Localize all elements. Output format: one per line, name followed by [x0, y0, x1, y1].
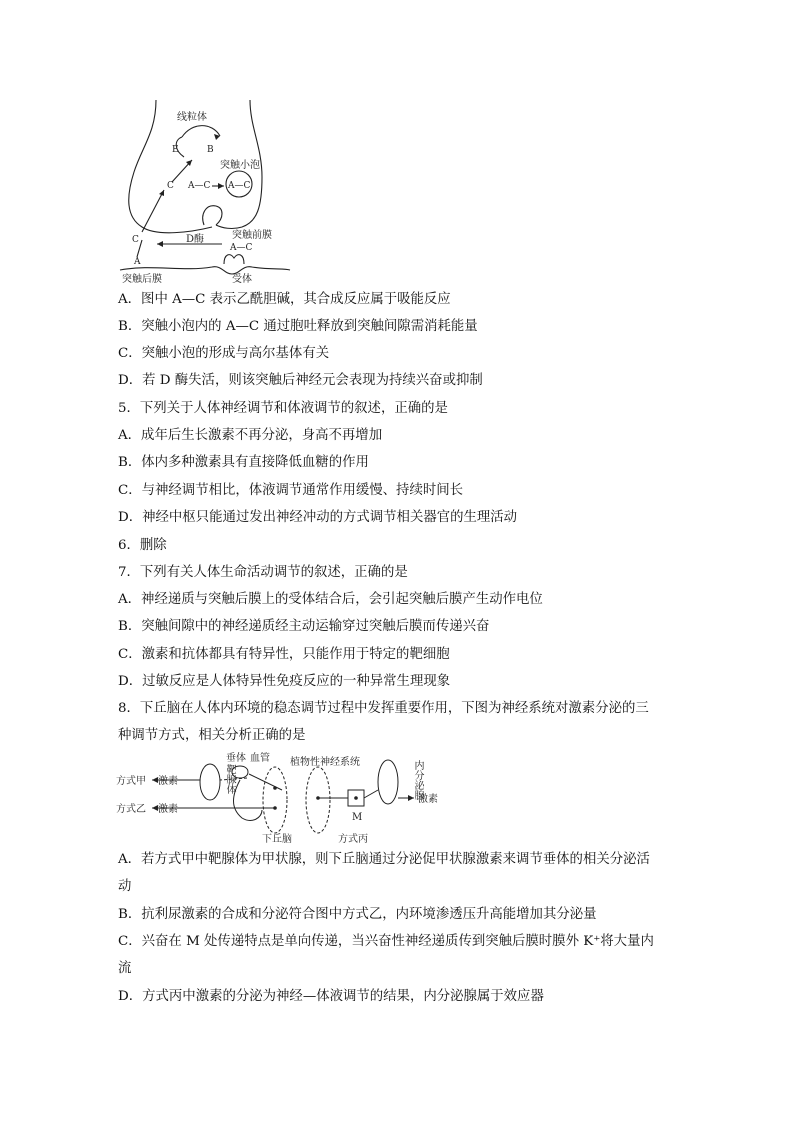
q8-option-d: D．方式丙中激素的分泌为神经—体液调节的结果，内分泌腺属于效应器: [118, 989, 544, 1004]
fig2-hormone-c: 激素: [418, 794, 438, 805]
fig1-vesicle-ac: A—C: [228, 181, 251, 191]
fig1-e-label: E: [172, 145, 179, 155]
q7-option-d: D．过敏反应是人体特异性免疫反应的一种异常生理现象: [118, 674, 451, 689]
fig1-mito-label: 线粒体: [177, 112, 207, 123]
q8-stem-line2: 种调节方式，相关分析正确的是: [118, 728, 306, 743]
q5-option-c: C．与神经调节相比，体液调节通常作用缓慢、持续时间长: [118, 483, 464, 498]
q7-option-a: A．神经递质与突触后膜上的受体结合后，会引起突触后膜产生动作电位: [118, 592, 543, 607]
q4-option-a: A．图中 A—C 表示乙酰胆碱，其合成反应属于吸能反应: [118, 292, 451, 307]
q4-option-b: B．突触小泡内的 A—C 通过胞吐释放到突触间隙需消耗能量: [118, 319, 478, 334]
fig1-ac-bottom: A—C: [230, 243, 253, 253]
q5-option-b: B．体内多种激素具有直接降低血糖的作用: [118, 455, 369, 470]
q7-option-c: C．激素和抗体都具有特异性，只能作用于特定的靶细胞: [118, 647, 450, 662]
fig2-m-label: M: [352, 812, 363, 823]
fig1-ac-small: A—C: [188, 181, 211, 191]
fig2-hypothalamus: 下丘脑: [262, 834, 292, 845]
fig2-endocrine-text: 内分泌腺: [383, 760, 423, 771]
fig2-hormone-b: 激素: [158, 804, 178, 815]
fig2-target-gland-text: 靶腺体: [205, 764, 235, 775]
q6-text: 6．删除: [118, 538, 167, 553]
fig2-mode-b: 方式乙: [116, 804, 146, 815]
q8-option-a-line2: 动: [118, 879, 132, 894]
fig2-blood-vessel: 血管: [250, 753, 270, 764]
q4-option-c: C．突触小泡的形成与高尔基体有关: [118, 346, 330, 361]
fig1-vesicle-label: 突触小泡: [220, 160, 260, 171]
regulation-diagram: [112, 750, 452, 845]
q7-stem: 7．下列有关人体生命活动调节的叙述，正确的是: [118, 565, 408, 580]
q8-stem-line1: 8．下丘脑在人体内环境的稳态调节过程中发挥重要作用，下图为神经系统对激素分泌的三: [118, 701, 649, 716]
fig1-receptor-label: 受体: [232, 274, 252, 285]
fig1-c2-label: C: [132, 235, 139, 245]
q8-option-c-line1: C．兴奋在 M 处传递特点是单向传递，当兴奋性神经递质传到突触后膜时膜外 K⁺将大量内: [118, 934, 654, 949]
fig1-c1-label: C: [167, 181, 174, 191]
fig2-mode-c: 方式丙: [338, 834, 368, 845]
fig2-pituitary: 垂体: [226, 753, 246, 764]
q5-option-a: A．成年后生长激素不再分泌，身高不再增加: [118, 428, 383, 443]
q5-stem: 5．下列关于人体神经调节和体液调节的叙述，正确的是: [118, 401, 448, 416]
q8-option-c-line2: 流: [118, 961, 132, 976]
q4-option-d: D．若 D 酶失活，则该突触后神经元会表现为持续兴奋或抑制: [118, 373, 483, 388]
fig2-mode-a: 方式甲: [116, 776, 146, 787]
q8-option-b: B．抗利尿激素的合成和分泌符合图中方式乙，内环境渗透压升高能增加其分泌量: [118, 907, 597, 922]
q5-option-d: D．神经中枢只能通过发出神经冲动的方式调节相关器官的生理活动: [118, 510, 518, 525]
fig2-hormone-a: 激素: [158, 776, 178, 787]
q8-option-a-line1: A．若方式甲中靶腺体为甲状腺，则下丘脑通过分泌促甲状腺激素来调节垂体的相关分泌活: [118, 852, 650, 867]
fig1-presyn-label: 突触前膜: [232, 230, 272, 241]
fig1-d-enzyme-label: D酶: [186, 234, 205, 245]
fig1-postsyn-label: 突触后膜: [122, 274, 162, 285]
synapse-diagram: [112, 92, 302, 287]
fig1-b-label: B: [207, 145, 214, 155]
q7-option-b: B．突触间隙中的神经递质经主动运输穿过突触后膜而传递兴奋: [118, 619, 490, 634]
fig1-a-label: A: [134, 257, 141, 267]
fig2-autonomic: 植物性神经系统: [290, 757, 360, 768]
